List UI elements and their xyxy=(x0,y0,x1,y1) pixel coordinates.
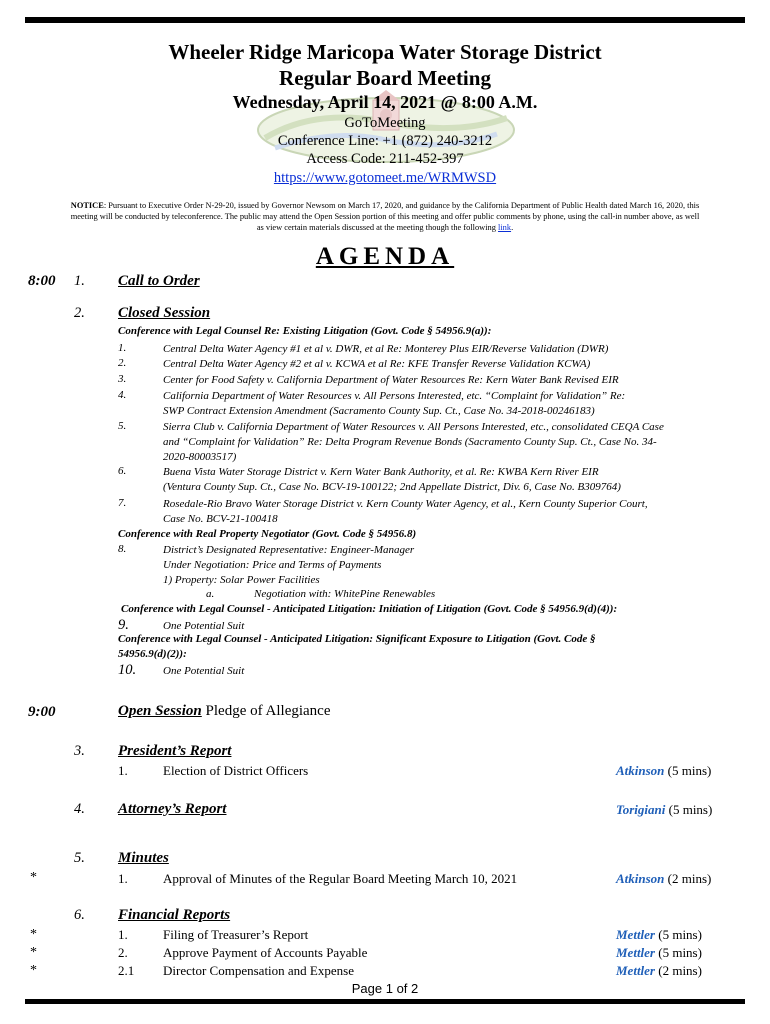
existing-item-line: 2020-80003517) xyxy=(163,451,237,464)
existing-item-num: 6. xyxy=(118,465,127,477)
presenter-duration: (5 mins) xyxy=(665,802,713,817)
agenda-title: AGENDA xyxy=(315,243,455,270)
bottom-rule xyxy=(25,999,745,1004)
existing-litigation-heading: Conference with Legal Counsel Re: Existing Litigation (Govt. Code § 54956.9(a)): xyxy=(118,325,492,337)
presenter-duration: (5 mins) xyxy=(655,927,702,942)
item-num-1: 1. xyxy=(74,273,85,289)
property-num: 8. xyxy=(118,543,127,555)
presenter-name: Mettler xyxy=(616,927,655,942)
presenter-name: Torigiani xyxy=(616,802,666,817)
minutes-presenter xyxy=(616,871,711,887)
page-footer: Page 1 of 2 xyxy=(351,981,419,996)
section-minutes: Minutes xyxy=(118,850,169,866)
open-session-text: Pledge of Allegiance xyxy=(201,703,331,719)
anticipated-2-text: One Potential Suit xyxy=(163,665,245,677)
meeting-date: Wednesday, April 14, 2021 @ 8:00 A.M. xyxy=(232,92,538,112)
item-num-4: 4. xyxy=(74,801,85,817)
presenter-duration: (2 mins) xyxy=(655,963,702,978)
minutes-item-text: Approval of Minutes of the Regular Board Meeting March 10, 2021 xyxy=(163,871,518,886)
existing-item-line: Case No. BCV-21-100418 xyxy=(163,513,278,526)
consent-asterisk: * xyxy=(30,963,37,978)
notice-label: NOTICE xyxy=(70,201,104,210)
presidents-item-num: 1. xyxy=(118,763,128,778)
anticipated-1-text: One Potential Suit xyxy=(163,620,245,632)
anticipated-litigation-2-heading-2: 54956.9(d)(2)): xyxy=(118,648,187,660)
notice-text: : Pursuant to Executive Order N-29-20, issued by Governor Newsom on March 17, 2020, and guidance by the California Department of Public Health dated March 16, 2020, this meeting will be conducted by teleconference. The public may attend the Open Session portion of this meeting and offer public comments by phone, using the call-in number above, as well as view certain materials discussed at the meeting though the following xyxy=(70,201,700,233)
meeting-title: Regular Board Meeting xyxy=(279,66,491,90)
open-session-line xyxy=(118,703,331,720)
notice-link[interactable]: link xyxy=(498,223,512,233)
presidents-item-text: Election of District Officers xyxy=(163,763,309,778)
financial-item-num: 1. xyxy=(118,927,128,942)
property-negotiator-heading: Conference with Real Property Negotiator (Govt. Code § 54956.8) xyxy=(118,528,417,540)
section-presidents-report: President’s Report xyxy=(118,743,232,759)
existing-item-num: 2. xyxy=(118,357,127,369)
section-attorneys-report: Attorney’s Report xyxy=(118,801,227,817)
existing-item-line: Sierra Club v. California Department of Water Resources v. All Persons Interested, etc., consolidated CEQA Case xyxy=(163,421,664,433)
anticipated-1-num: 9. xyxy=(118,617,129,633)
top-rule xyxy=(25,17,745,23)
financial-presenter xyxy=(616,963,702,979)
section-call-to-order: Call to Order xyxy=(118,273,200,289)
section-financial-reports: Financial Reports xyxy=(118,907,231,923)
section-closed-session: Closed Session xyxy=(118,305,211,321)
anticipated-litigation-1-heading: Conference with Legal Counsel - Anticipated Litigation: Initiation of Litigation (Govt. Code § 54956.9(d)(4)): xyxy=(121,603,618,615)
financial-presenter xyxy=(616,927,702,943)
consent-asterisk: * xyxy=(30,927,37,942)
meeting-link[interactable]: https://www.gotomeet.me/WRMWSD xyxy=(273,170,497,186)
time-8-00: 8:00 xyxy=(28,273,56,289)
financial-item-text: Director Compensation and Expense xyxy=(163,963,354,978)
existing-item-line: and “Complaint for Validation” Re: Delta Program Revenue Bonds (Sacramento County Sup. Ct., Case No. 34- xyxy=(163,436,657,449)
financial-item-text: Approve Payment of Accounts Payable xyxy=(163,945,368,960)
property-line-2: Under Negotiation: Price and Terms of Payments xyxy=(163,559,382,571)
item-num-6: 6. xyxy=(74,907,85,923)
existing-item-line: California Department of Water Resources v. All Persons Interested, etc. “Complaint for Validation” Re: xyxy=(163,390,626,402)
presidents-presenter xyxy=(616,763,711,779)
conference-line: Conference Line: +1 (872) 240-3212 xyxy=(277,133,493,149)
presenter-name: Atkinson xyxy=(616,871,665,886)
time-9-00: 9:00 xyxy=(28,704,56,720)
section-open-session: Open Session xyxy=(118,703,202,719)
item-num-5: 5. xyxy=(74,850,85,866)
existing-item-line: (Ventura County Sup. Ct., Case No. BCV-19-100122; 2nd Appellate District, Div. 6, Case No. B309764) xyxy=(163,481,621,494)
item-num-3: 3. xyxy=(74,743,85,759)
presenter-name: Atkinson xyxy=(616,763,665,778)
access-code: Access Code: 211-452-397 xyxy=(306,151,464,167)
item-num-2: 2. xyxy=(74,305,85,321)
existing-item-num: 1. xyxy=(118,342,127,354)
existing-item-num: 3. xyxy=(118,373,127,385)
district-name: Wheeler Ridge Maricopa Water Storage District xyxy=(168,40,602,64)
financial-presenter xyxy=(616,945,702,961)
notice-paragraph xyxy=(70,200,700,234)
property-sub-text: Negotiation with: WhitePine Renewables xyxy=(254,588,436,600)
property-line-3: 1) Property: Solar Power Facilities xyxy=(163,574,320,586)
anticipated-2-num: 10. xyxy=(118,662,137,678)
notice-end: . xyxy=(511,223,514,233)
existing-item-line: Central Delta Water Agency #2 et al v. KCWA et al Re: KFE Transfer Reverse Validation KCWA) xyxy=(163,358,591,370)
existing-item-line: Central Delta Water Agency #1 et al v. DWR, et al Re: Monterey Plus EIR/Reverse Validation (DWR) xyxy=(163,343,609,355)
presenter-duration: (5 mins) xyxy=(655,945,702,960)
financial-item-text: Filing of Treasurer’s Report xyxy=(163,927,309,942)
consent-asterisk: * xyxy=(30,945,37,960)
anticipated-litigation-2-heading-1: Conference with Legal Counsel - Anticipated Litigation: Significant Exposure to Litigation (Govt. Code § xyxy=(118,633,596,645)
property-line-1: District’s Designated Representative: Engineer-Manager xyxy=(163,544,415,556)
existing-item-line: Center for Food Safety v. California Department of Water Resources Re: Kern Water Bank Revised EIR xyxy=(163,374,619,386)
attorneys-presenter xyxy=(616,802,712,818)
existing-item-num: 5. xyxy=(118,420,127,432)
meeting-platform: GoToMeeting xyxy=(344,115,426,131)
minutes-item-num: 1. xyxy=(118,871,128,886)
presenter-name: Mettler xyxy=(616,963,655,978)
property-sub-letter: a. xyxy=(206,588,215,600)
existing-item-line: Buena Vista Water Storage District v. Kern Water Bank Authority, et al. Re: KWBA Kern River EIR xyxy=(163,466,599,478)
existing-item-num: 7. xyxy=(118,497,127,509)
existing-item-line: Rosedale-Rio Bravo Water Storage District v. Kern County Water Agency, et al., Kern County Superior Court, xyxy=(163,498,648,510)
existing-item-num: 4. xyxy=(118,389,127,401)
consent-asterisk: * xyxy=(30,870,37,885)
presenter-name: Mettler xyxy=(616,945,655,960)
presenter-duration: (2 mins) xyxy=(664,871,712,886)
existing-item-line: SWP Contract Extension Amendment (Sacramento County Sup. Ct., Case No. 34-2018-00246183) xyxy=(163,405,595,418)
presenter-duration: (5 mins) xyxy=(664,763,712,778)
financial-item-num: 2.1 xyxy=(118,963,135,978)
financial-item-num: 2. xyxy=(118,945,128,960)
